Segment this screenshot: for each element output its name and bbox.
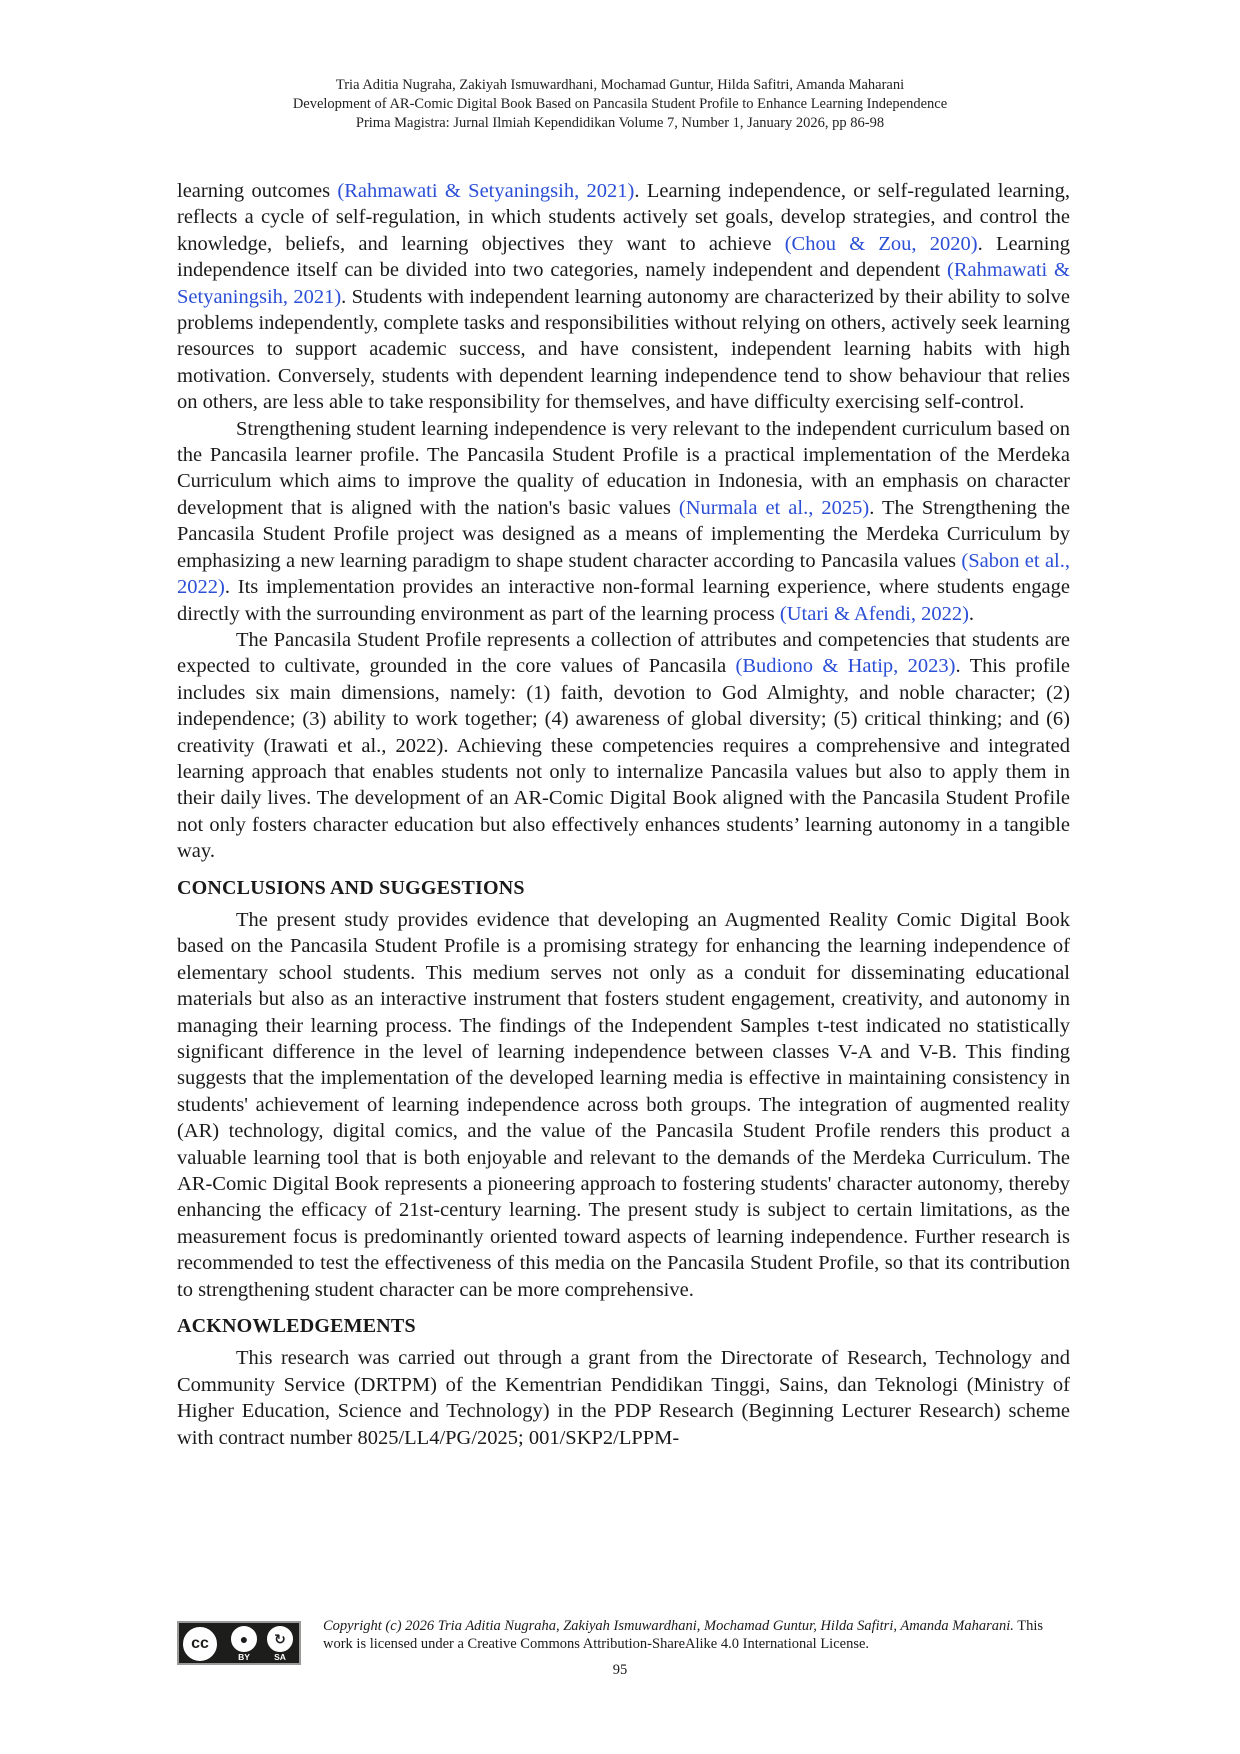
- section-heading-conclusions: CONCLUSIONS AND SUGGESTIONS: [177, 876, 525, 899]
- paragraph-text: . The Strengthening the Pancasila Student Profile project was designed as a means of implementing the Merdeka Curriculum by emphasizing a new learning paradigm to shape student character according to Pancasila values: [177, 496, 1070, 572]
- citation-link[interactable]: (Sabon et al., 2022): [177, 549, 1070, 599]
- running-header: [120, 76, 1120, 133]
- article-body: [177, 178, 1070, 1451]
- license-text: [323, 1617, 1070, 1653]
- header-journal-info: Prima Magistra: Jurnal Ilmiah Kependidikan Volume 7, Number 1, January 2026, pp 86-98: [355, 115, 885, 131]
- page-number: 95: [612, 1662, 628, 1678]
- paragraph-learning-independence: [177, 178, 1070, 416]
- citation-link[interactable]: (Utari & Afendi, 2022): [779, 602, 969, 625]
- badge-by-label: BY: [238, 1652, 250, 1662]
- paragraph-profile-dimensions: [177, 627, 1070, 865]
- attribution-person-icon: ●: [231, 1626, 257, 1652]
- paragraph-text: . Learning independence, or self-regulated learning, reflects a cycle of self-regulation, in which students actively set goals, develop strategies, and control the knowledge, beliefs, and learning objectives they want to achieve: [177, 180, 1070, 255]
- license-statement[interactable]: This work is licensed under a Creative Commons Attribution-ShareAlike 4.0 International License.: [323, 1618, 1044, 1652]
- paragraph-text: . Students with independent learning autonomy are characterized by their ability to solve problems independently, complete tasks and responsibilities without relying on others, actively seek learning resources to support academic success, and have consistent, independent learning habits with high motivation. Conversely, students with dependent learning independence tend to show behaviour that relies on others, are less able to take responsibility for themselves, and have difficulty exercising self-control.: [177, 285, 1070, 414]
- citation-link[interactable]: (Rahmawati & Setyaningsih, 2021): [337, 180, 635, 202]
- header-authors: Tria Aditia Nugraha, Zakiyah Ismuwardhani, Mochamad Guntur, Hilda Safitri, Amanda Maharani: [335, 77, 905, 93]
- section-heading-acknowledgements: ACKNOWLEDGEMENTS: [177, 1315, 416, 1338]
- paragraph-text: . Learning independence itself can be divided into two categories, namely independent and dependent: [177, 232, 1070, 282]
- paragraph-text: learning outcomes: [177, 180, 338, 202]
- paragraph-text: . Its implementation provides an interactive non-formal learning experience, where students engage directly with the surrounding environment as part of the learning process: [177, 576, 1070, 625]
- paragraph-acknowledgements: This research was carried out through a grant from the Directorate of Research, Technology and Community Service (DRTPM) of the Kementrian Pendidikan Tinggi, Sains, dan Teknologi (Ministry of Higher Education, Science and Technology) in the PDP Research (Beginning Lecturer Research) scheme with contract number 8025/LL4/PG/2025; 001/SKP2/LPPM-: [177, 1347, 1070, 1449]
- paragraph-text: . This profile includes six main dimensions, namely: (1) faith, devotion to God Almighty, and noble character; (2) independence; (3) ability to work together; (4) awareness of global diversity; (5) critical thinking; and (6) creativity (Irawati et al., 2022). Achieving these competencies requires a comprehensive and integrated learning approach that enables students not only to internalize Pancasila values but also to apply them in their daily lives. The development of an AR-Comic Digital Book aligned with the Pancasila Student Profile not only fosters character education but also effectively enhances students’ learning autonomy in a tangible way.: [177, 655, 1071, 863]
- header-article-title: Development of AR-Comic Digital Book Based on Pancasila Student Profile to Enhance Learning Independence: [292, 96, 948, 112]
- copyright-notice: Copyright (c) 2026 Tria Aditia Nugraha, Zakiyah Ismuwardhani, Mochamad Guntur, Hilda Safitri, Amanda Maharani.: [323, 1618, 1014, 1634]
- paragraph-text: Strengthening student learning independence is very relevant to the independent curriculum based on the Pancasila learner profile. The Pancasila Student Profile is a practical implementation of the Merdeka Curriculum which aims to improve the quality of education in Indonesia, with an emphasis on character development that is aligned with the nation's basic values: [177, 417, 1070, 519]
- paragraph-text: The Pancasila Student Profile represents a collection of attributes and competencies that students are expected to cultivate, grounded in the core values of Pancasila: [177, 628, 1070, 678]
- creative-commons-icon: cc: [183, 1627, 217, 1661]
- paragraph-text: .: [968, 602, 975, 625]
- paragraph-pancasila-profile: [177, 416, 1070, 627]
- citation-link[interactable]: (Rahmawati & Setyaningsih, 2021): [177, 259, 1070, 308]
- citation-link[interactable]: (Budiono & Hatip, 2023): [735, 655, 956, 678]
- citation-link[interactable]: (Nurmala et al., 2025): [678, 496, 870, 519]
- badge-sa-label: SA: [274, 1652, 286, 1662]
- share-alike-icon: ↻: [267, 1626, 293, 1652]
- cc-by-sa-license-badge[interactable]: [177, 1621, 301, 1665]
- paragraph-conclusions: The present study provides evidence that developing an Augmented Reality Comic Digital Book based on the Pancasila Student Profile is a promising strategy for enhancing the learning independence of elementary school students. This medium serves not only as a conduit for disseminating educational materials but also as an interactive instrument that fosters student engagement, creativity, and autonomy in managing their learning process. The findings of the Independent Samples t-test indicated no statistically significant difference in the level of learning independence between classes V-A and V-B. This finding suggests that the implementation of the developed learning media is effective in maintaining consistency in students' achievement of learning independence across both groups. The integration of augmented reality (AR) technology, digital comics, and the value of the Pancasila Student Profile renders this product a valuable learning tool that is both enjoyable and relevant to the demands of the Merdeka Curriculum. The AR-Comic Digital Book represents a pioneering approach to fostering students' character autonomy, thereby enhancing the efficacy of 21st-century learning. The present study is subject to certain limitations, as the measurement focus is predominantly oriented toward aspects of learning independence. Further research is recommended to test the effectiveness of this media on the Pancasila Student Profile, so that its contribution to strengthening student character can be more comprehensive.: [177, 908, 1070, 1301]
- citation-link[interactable]: (Chou & Zou, 2020): [784, 232, 978, 255]
